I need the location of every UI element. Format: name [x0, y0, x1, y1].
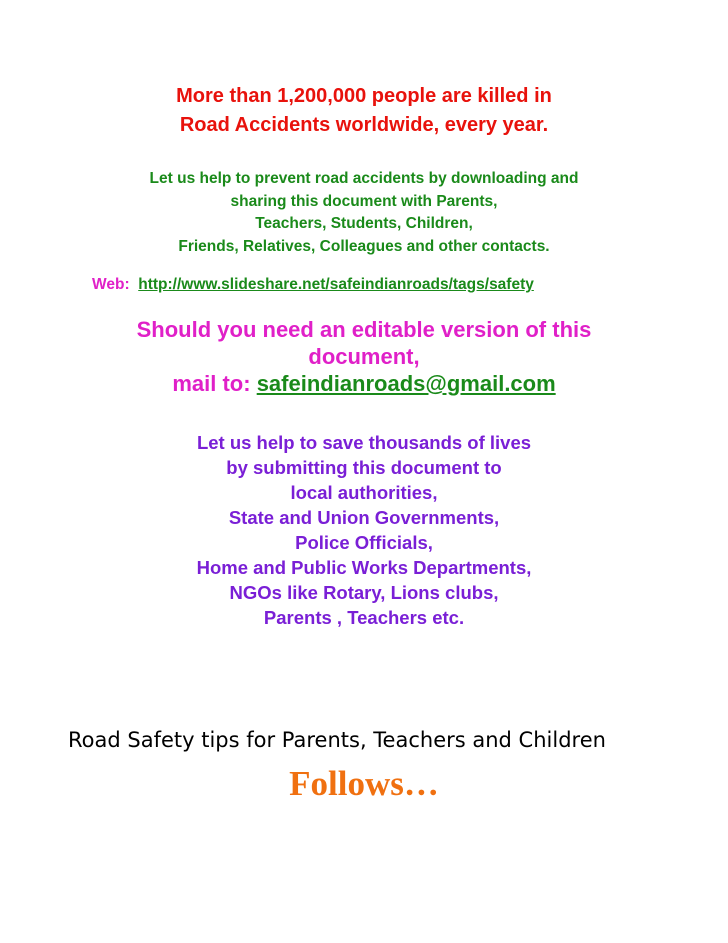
intro-line: sharing this document with Parents,	[230, 192, 498, 210]
submit-line: NGOs like Rotary, Lions clubs,	[229, 582, 499, 603]
web-line	[92, 276, 534, 294]
submit-line: by submitting this document to	[226, 457, 502, 478]
submit-line: Police Officials,	[295, 532, 433, 553]
intro-line: Teachers, Students, Children,	[255, 215, 473, 232]
headline-line-1: More than 1,200,000 people are killed in	[176, 85, 552, 107]
headline	[0, 82, 728, 140]
web-url-link[interactable]: http://www.slideshare.net/safeindianroads/tags/safety	[138, 276, 534, 293]
submit-line: local authorities,	[290, 482, 438, 503]
intro-line: Let us help to prevent road accidents by downloading and	[149, 170, 579, 187]
editable-version-notice	[0, 316, 728, 397]
submit-paragraph	[0, 430, 728, 630]
web-label: Web:	[92, 276, 130, 293]
mail-label: mail to:	[172, 371, 251, 396]
editable-line-2: document,	[308, 344, 420, 369]
tips-heading: Road Safety tips for Parents, Teachers and Children	[68, 728, 606, 752]
editable-line-1: Should you need an editable version of this	[136, 317, 592, 342]
email-link[interactable]: safeindianroads@gmail.com	[256, 371, 556, 396]
submit-line: Let us help to save thousands of lives	[196, 432, 532, 453]
mail-line	[0, 370, 728, 397]
submit-line: Home and Public Works Departments,	[196, 557, 532, 578]
submit-line: State and Union Governments,	[228, 507, 500, 528]
follows-heading: Follows…	[289, 764, 439, 803]
submit-line: Parents , Teachers etc.	[263, 607, 465, 628]
intro-line: Friends, Relatives, Colleagues and other contacts.	[178, 237, 550, 255]
intro-paragraph	[0, 168, 728, 258]
headline-line-2: Road Accidents worldwide, every year.	[179, 114, 549, 136]
